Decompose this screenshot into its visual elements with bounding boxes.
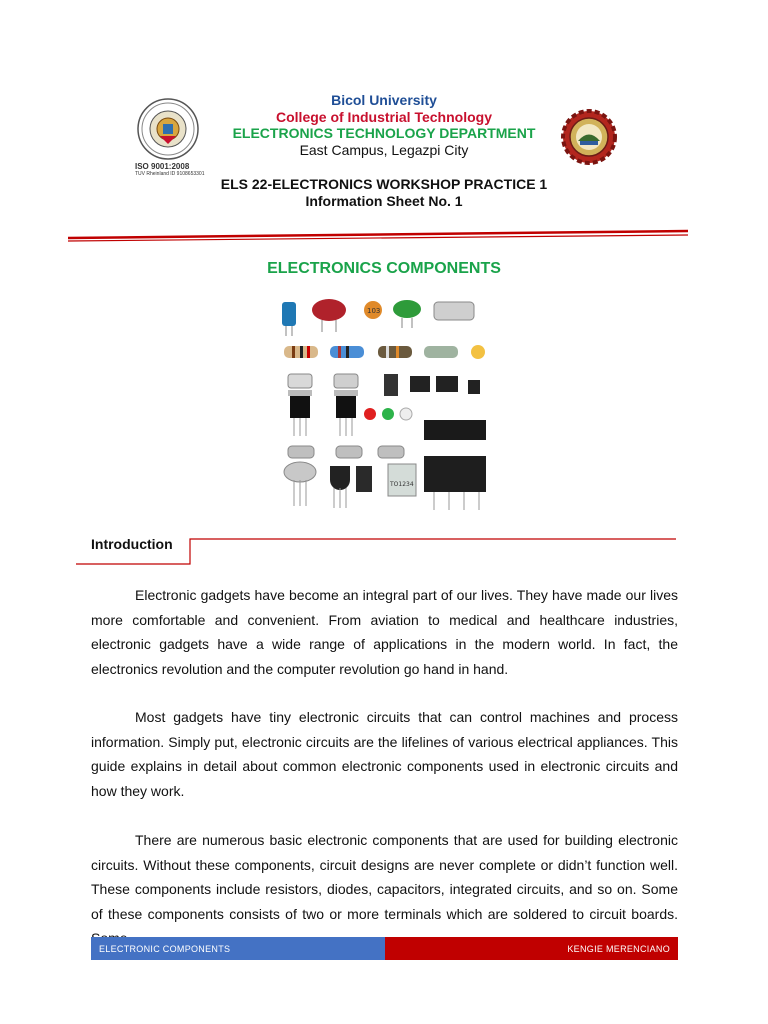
iso-certifier: TUV Rheinland ID 9108653301 xyxy=(135,171,205,177)
university-name: Bicol University xyxy=(331,92,437,108)
section-heading-introduction: Introduction xyxy=(91,536,173,552)
footer-document-title: ELECTRONIC COMPONENTS xyxy=(91,937,385,960)
department-name: ELECTRONICS TECHNOLOGY DEPARTMENT xyxy=(232,125,536,141)
paragraph-3: There are numerous basic electronic components that are used for building electronic circuits. Without these components, circuit designs are never complete or didn’t function well. These components include resistors, diodes, capacitors, integrated circuits, and so on. Some of these components consists of two or more terminals which are soldered to circuit boards. xyxy=(91,832,678,922)
header-divider xyxy=(68,228,688,242)
capacitor-label: 103 xyxy=(367,307,381,315)
paragraph-2: Most gadgets have tiny electronic circuits that can control machines and process information. Simply put, electronic circuits are the lifelines of various electrical appliances. This guide explains in detail about common electronic components used in electronic circuits and how they work. xyxy=(91,709,678,799)
page-footer xyxy=(91,937,678,960)
information-sheet-number: Information Sheet No. 1 xyxy=(305,193,463,209)
college-name: College of Industrial Technology xyxy=(276,109,492,125)
iso-certification: ISO 9001:2008 xyxy=(135,162,190,171)
footer-author: KENGIE MERENCIANO xyxy=(385,937,678,960)
course-title: ELS 22-ELECTRONICS WORKSHOP PRACTICE 1 xyxy=(220,176,548,192)
paragraph-1: Electronic gadgets have become an integral part of our lives. They have made our lives more comfortable and convenient. From aviation to medical and healthcare industries, electronic gadgets have a wide range of applications in the modern world. In fact, the electronics revolution and the computer revolution go hand in hand. xyxy=(91,587,678,677)
electronic-components-illustration-icon xyxy=(274,296,494,518)
document-title: ELECTRONICS COMPONENTS xyxy=(267,260,501,277)
campus-location: East Campus, Legazpi City xyxy=(299,142,469,158)
transistor-label: TO1234 xyxy=(390,481,414,488)
